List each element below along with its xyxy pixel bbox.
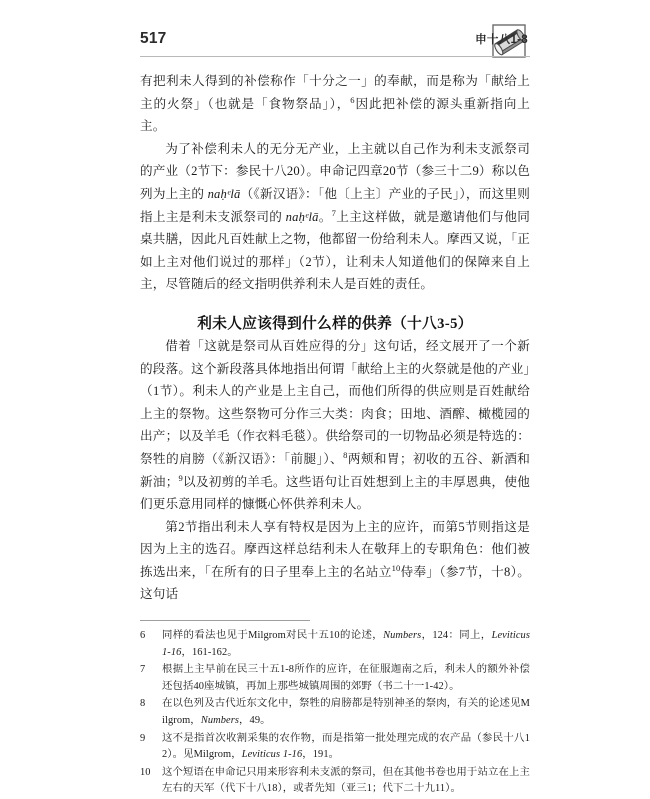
footnote-divider [140, 620, 310, 621]
page-number: 517 [140, 30, 167, 47]
italic-title: Leviticus 1-16 [241, 749, 303, 761]
footnote-item [140, 628, 530, 661]
body-paragraph: 第2节指出利未人享有特权是因为上主的应许，而第5节则指这是因为上主的选召。摩西这样总结利未人在敬拜上的专职角色：他们被拣选出来，「在所有的日子里奉上主的名站立$^{10}$侍奉」（参7节，十8）。这句话 [140, 519, 530, 602]
footnote-text: 根据上主早前在民三十五1-8所作的应许，在征服迦南之后，利未人的额外补偿还包括40座城镇，再加上那些城镇周围的郊野（书二十一1-42）。 [162, 664, 530, 692]
footnote-marker: 8 [343, 449, 348, 460]
italic-term: naḥᵉlā [207, 186, 241, 201]
footnote-number: 8 [140, 698, 146, 710]
section-heading: 利未人应该得到什么样的供养（十八3-5） [197, 315, 473, 332]
italic-title: Numbers [200, 715, 240, 727]
running-head-title: 申十八1-8 [475, 34, 528, 46]
body-paragraph: 借着「这就是祭司从百姓应得的分」这句话，经文展开了一个新的段落。这个新段落具体地指出何谓「献给上主的火祭就是他的产业」（1节）。利未人的产业是上主自己，而他们所得的供应则是百姓献给上主的祭物。这些祭物可分作三大类：肉食；田地、酒醡、橄榄园的出产；以及羊毛（作衣料毛毯）。供给祭司的一切物品必须是特选的：祭牲的肩膀（《新汉语》：「前腿」）、$^8$两颊和胃；初收的五谷、新酒和新油；$^9$以及初剪的羊毛。这些语句让百姓想到上主的丰厚恩典，使他们更乐意用同样的慷慨心怀供养利未人。 [140, 338, 530, 512]
footnote-item [140, 765, 530, 798]
footnotes-section [140, 620, 530, 798]
footnote-item [140, 662, 530, 695]
italic-title: Leviticus 1-16 [162, 630, 530, 658]
italic-term: naḥᵉlā [285, 209, 319, 224]
body-paragraph: 有把利未人得到的补偿称作「十分之一」的奉献，而是称为「献给上主的火祭」（也就是「食物祭品」），$^6$因此把补偿的源头重新指向上主。 [140, 74, 530, 134]
footnote-number: 6 [140, 630, 146, 642]
footnote-list [140, 628, 530, 798]
header-divider [140, 56, 530, 57]
footnote-item [140, 731, 530, 764]
footnote-item [140, 696, 530, 729]
footnote-marker: 6 [350, 94, 355, 105]
footnote-text: 这不是指首次收割采集的农作物，而是指第一批处理完成的农产品（参民十八12）。见Milgrom，Leviticus 1-16，191。 [162, 732, 530, 761]
footnote-marker: 10 [391, 562, 401, 573]
paragraph-group-before-heading [140, 70, 530, 296]
italic-title: Numbers [383, 630, 422, 642]
body-paragraph: 为了补偿利未人的无分无产业，上主就以自己作为利未支派祭司的产业（2节下：参民十八20）。申命记四章20节（参三十二9）称以色列为上主的 naḥᵉlā（《新汉语》：「他〔上主〕产业的子民」），而这里则指上主是利未支派祭司的 naḥᵉlā。$^7$上主这样做，就是邀请他们与他同桌共膳，因此凡百姓献上之物，他都留一份给利未人。摩西又说，「正如上主对他们说过的那样」（2节），让利未人知道他们的保障来自上主，尽管随后的经文指明供养利未人是百姓的责任。 [140, 141, 531, 292]
paragraph-group-after-heading [140, 335, 530, 606]
footnote-number: 10 [140, 766, 151, 778]
footnote-number: 7 [140, 664, 146, 676]
body-text [140, 70, 530, 606]
footnote-marker: 7 [331, 207, 337, 218]
footnote-text: 在以色列及古代近东文化中，祭牲的肩膀都是特别神圣的祭肉，有关的论述见Milgrom，Numbers，49。 [162, 698, 530, 727]
footnote-number: 9 [140, 732, 146, 744]
footnote-text: 这个短语在申命记只用来形容利未支派的祭司，但在其他书卷也用于站立在上主左右的天军（代下十八18），或者先知（亚三1；代下二十九11）。 [162, 766, 530, 795]
running-header [140, 30, 530, 60]
footnote-marker: 9 [178, 472, 183, 483]
footnote-text: 同样的看法也见于Milgrom对民十五10的论述，Numbers，124：同上，Leviticus 1-16，161-162。 [162, 630, 530, 658]
page-content [140, 30, 530, 799]
